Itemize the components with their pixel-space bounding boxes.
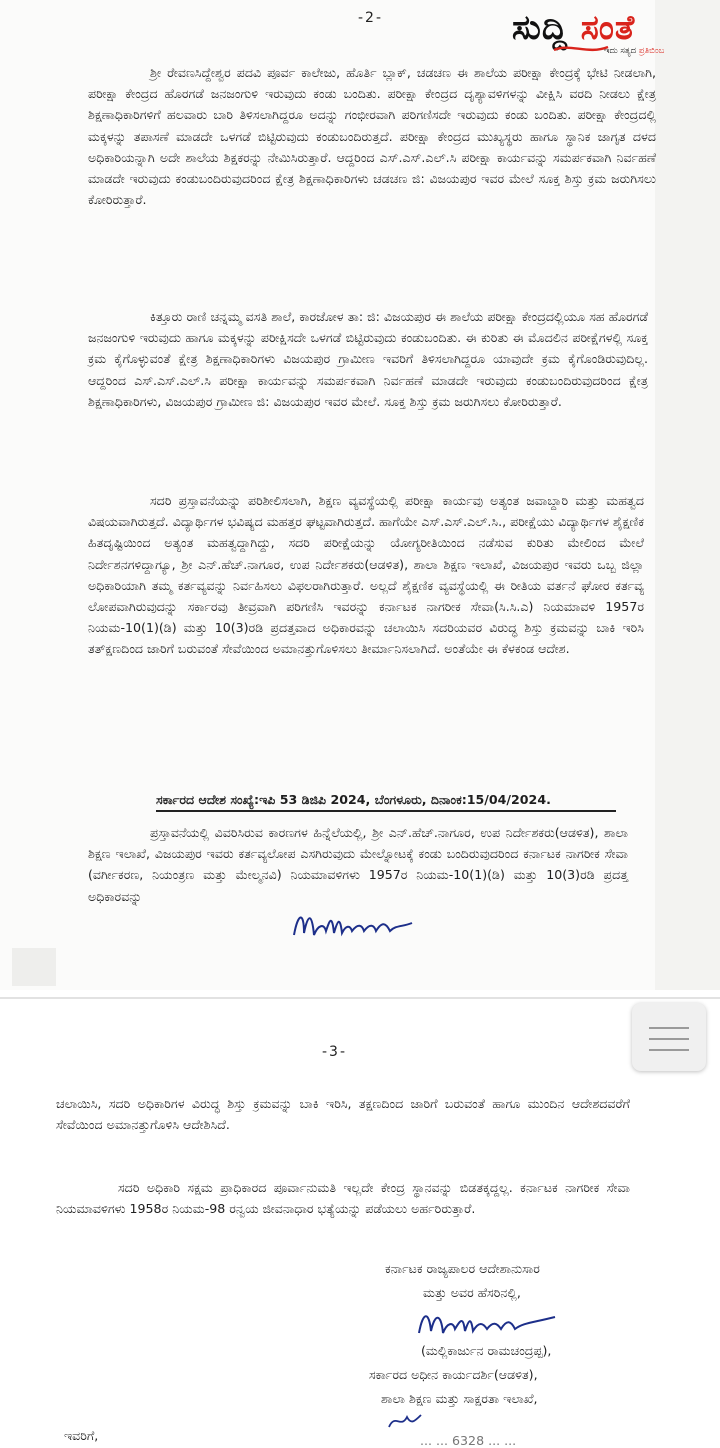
paragraph-subsistence-allowance: ಸದರಿ ಅಧಿಕಾರಿ ಸಕ್ಷಮ ಪ್ರಾಧಿಕಾರದ ಪೂರ್ವಾನುಮತಿ ಇಲ್ಲದೇ ಕೇಂದ್ರ ಸ್ಥಾನವನ್ನು ಬಿಡತಕ್ಕದ್ದಲ್ಲ. ಕರ್ನಾಟಕ ನಾಗರೀಕ ಸೇವಾ ನಿಯಮಾವಳಿಗಳು 1958ರ ನಿಯಮ-98 ರನ್ವಯ ಜೀವನಾಧಾರ ಭತ್ಯೆಯನ್ನು ಪಡೆಯಲು ಅರ್ಹರಿರುತ್ತಾರೆ. [56,1180,630,1217]
signature-block [355,1257,655,1433]
logo-tagline: ಇದು ಸತ್ಯದ ಪ್ರತಿಬಿಂಬ [604,46,665,56]
cut-off-text: ... ... 6328 ... ... [420,1433,517,1448]
recipient-label: ಇವರಿಗೆ, [64,1428,99,1443]
initial-mark [385,1411,425,1433]
logo-swoosh-icon [552,44,610,54]
paragraph-horti-college: ಶ್ರೀ ರೇವಣಸಿದ್ದೇಶ್ವರ ಪದವಿ ಪೂರ್ವ ಕಾಲೇಜು, ಹೊರ್ತಿ ಬ್ಲಾಕ್, ಚಡಚಣ ಈ ಶಾಲೆಯ ಪರೀಕ್ಷಾ ಕೇಂದ್ರಕ್ಕೆ ಭೇಟಿ ನೀಡಲಾಗಿ, ಪರೀಕ್ಷಾ ಕೇಂದ್ರದ ಹೊರಗಡೆ ಜನಜಂಗುಳಿ ಇರುವುದು ಕಂಡು ಬಂದಿತು. ಪರೀಕ್ಷಾ ಕೇಂದ್ರದ ದೃಶ್ಯಾವಳಿಗಳನ್ನು ವೀಕ್ಷಿಸಿ ವರದಿ ನೀಡಲು ಕ್ಷೇತ್ರ ಶಿಕ್ಷಣಾಧಿಕಾರಿಗಳಿಗೆ ಹಲವಾರು ಬಾರಿ ತಿಳಿಸಲಾಗಿದ್ದರೂ ಅದನ್ನು ಗಂಭೀರವಾಗಿ ಪರಿಗಣಿಸದೇ ಇರುವುದು ಕಂಡು ಬಂದಿತು. ಪರೀಕ್ಷಾ ಕೇಂದ್ರದಲ್ಲಿ ಮಕ್ಕಳನ್ನು ತಪಾಸಣೆ ಮಾಡದೇ ಒಳಗಡೆ ಬಿಟ್ಟಿರುವುದು ಕಂಡುಬಂದಿರುತ್ತದೆ. ಪರೀಕ್ಷಾ ಕೇಂದ್ರದ ಮುಖ್ಯಸ್ಥರು ಹಾಗೂ ಸ್ಥಾನಿಕ ಜಾಗೃತ ದಳದ ಅಧಿಕಾರಿಯನ್ನಾಗಿ ಅದೇ ಶಾಲೆಯ ಶಿಕ್ಷಕರನ್ನು ನೇಮಿಸಿರುತ್ತಾರೆ. ಆದ್ದರಿಂದ ಎಸ್.ಎಸ್.ಎಲ್.ಸಿ ಪರೀಕ್ಷಾ ಕಾರ್ಯವನ್ನು ಸಮರ್ಪಕವಾಗಿ ನಿರ್ವಹಣೆ ಮಾಡದೇ ಇರುವುದು ಕಂಡುಬಂದಿರುವುದರಿಂದ ಕ್ಷೇತ್ರ ಶಿಕ್ಷಣಾಧಿಕಾರಿಗಳು ಚಡಚಣ ಜಿ: ವಿಜಯಪುರ ಇವರ ಮೇಲೆ ಸೂಕ್ತ ಶಿಸ್ತು ಕ್ರಮ ಜರುಗಿಸಲು ಕೋರಿರುತ್ತಾರೆ. [88,65,656,208]
logo-title: ಸುದ್ದಿ ಸಂತೆ [512,8,636,48]
paragraph-proposal-review: ಸದರಿ ಪ್ರಸ್ತಾವನೆಯನ್ನು ಪರಿಶೀಲಿಸಲಾಗಿ, ಶಿಕ್ಷಣ ವ್ಯವಸ್ಥೆಯಲ್ಲಿ ಪರೀಕ್ಷಾ ಕಾರ್ಯವು ಅತ್ಯಂತ ಜವಾಬ್ದಾರಿ ಮತ್ತು ಮಹತ್ವದ ವಿಷಯವಾಗಿರುತ್ತದೆ. ವಿದ್ಯಾರ್ಥಿಗಳ ಭವಿಷ್ಯದ ಮಹತ್ತರ ಘಟ್ಟವಾಗಿರುತ್ತದೆ. ಹಾಗೆಯೇ ಎಸ್.ಎಸ್.ಎಲ್.ಸಿ., ಪರೀಕ್ಷೆಯು ವಿದ್ಯಾರ್ಥಿಗಳ ಶೈಕ್ಷಣಿಕ ಹಿತದೃಷ್ಟಿಯಿಂದ ಅತ್ಯಂತ ಮಹತ್ವದ್ದಾಗಿದ್ದು, ಸದರಿ ಪರೀಕ್ಷೆಯನ್ನು ಯೋಗ್ಯರೀತಿಯಿಂದ ನಡೆಸುವ ಕುರಿತು ಮೇಲಿಂದ ಮೇಲೆ ನಿರ್ದೇಶನಗಳಿದ್ದಾಗ್ಯೂ, ಶ್ರೀ ಎನ್.ಹೆಚ್.ನಾಗೂರ, ಉಪ ನಿರ್ದೇಶಕರು(ಆಡಳಿತ), ಶಾಲಾ ಶಿಕ್ಷಣ ಇಲಾಖೆ, ವಿಜಯಪುರ ಇವರು ಒಬ್ಬ ಜಿಲ್ಲಾ ಅಧಿಕಾರಿಯಾಗಿ ತಮ್ಮ ಕರ್ತವ್ಯವನ್ನು ನಿರ್ವಹಿಸಲು ವಿಫಲರಾಗಿರುತ್ತಾರೆ. ಅಲ್ಲದೆ ಶೈಕ್ಷಣಿಕ ವ್ಯವಸ್ಥೆಯಲ್ಲಿ ಈ ರೀತಿಯ ವರ್ತನೆ ಘೋರ ಕರ್ತವ್ಯ ಲೋಪವಾಗಿರುವುದನ್ನು ಸರ್ಕಾರವು ತೀವ್ರವಾಗಿ ಪರಿಗಣಿಸಿ ಇವರನ್ನು ಕರ್ನಾಟಕ ನಾಗರೀಕ ಸೇವಾ(ಸಿ.ಸಿ.ಎ) ನಿಯಮಾವಳಿ 1957ರ ನಿಯಮ-10(1)(ಡಿ) ಮತ್ತು 10(3)ರಡಿ ಪ್ರದತ್ತವಾದ ಅಧಿಕಾರವನ್ನು ಚಲಾಯಿಸಿ ಸದರಿಯವರ ವಿರುದ್ಧ ಶಿಸ್ತು ಕ್ರಮವನ್ನು ಬಾಕಿ ಇರಿಸಿ ತತ್‌ಕ್ಷಣದಿಂದ ಜಾರಿಗೆ ಬರುವಂತೆ ಸೇವೆಯಿಂದ ಅಮಾನತ್ತುಗೊಳಿಸಲು ತೀರ್ಮಾನಿಸಲಾಗಿದೆ. ಅಂತೆಯೇ ಈ ಕೆಳಕಂಡ ಆದೇಶ. [88,493,644,657]
signatory-designation: ಸರ್ಕಾರದ ಅಧೀನ ಕಾರ್ಯದರ್ಶಿ(ಆಡಳಿತ), [369,1367,538,1382]
government-order-heading: ಸರ್ಕಾರದ ಆದೇಶ ಸಂಖ್ಯೆ:ಇಪಿ 53 ಡಿಜಿಪಿ 2024, ಬೆಂಗಳೂರು, ದಿನಾಂಕ:15/04/2024. [156,792,616,812]
menu-icon-bar [649,1027,689,1029]
paragraph-kittur-school: ಕಿತ್ತೂರು ರಾಣಿ ಚನ್ನಮ್ಮ ವಸತಿ ಶಾಲೆ, ಕಾರಜೋಳ ತಾ: ಜಿ: ವಿಜಯಪುರ ಈ ಶಾಲೆಯ ಪರೀಕ್ಷಾ ಕೇಂದ್ರದಲ್ಲಿಯೂ ಸಹ ಹೊರಗಡೆ ಜನಜಂಗುಳಿ ಇರುವುದು ಹಾಗೂ ಮಕ್ಕಳನ್ನು ಪರೀಕ್ಷಿಸದೇ ಒಳಗಡೆ ಬಿಟ್ಟಿರುವುದು ಕಂಡುಬಂದಿತು. ಈ ಕುರಿತು ಈ ಮೊದಲಿನ ಪರೀಕ್ಷೆಗಳಲ್ಲಿ ಸೂಕ್ತ ಕ್ರಮ ಕೈಗೊಳ್ಳುವಂತೆ ಕ್ಷೇತ್ರ ಶಿಕ್ಷಣಾಧಿಕಾರಿಗಳು ವಿಜಯಪುರ ಗ್ರಾಮೀಣ ಇವರಿಗೆ ತಿಳಿಸಲಾಗಿದ್ದರೂ ಯಾವುದೇ ಕ್ರಮ ಕೈಗೊಂಡಿರುವುದಿಲ್ಲ. ಆದ್ದರಿಂದ ಎಸ್.ಎಸ್.ಎಲ್.ಸಿ ಪರೀಕ್ಷಾ ಕಾರ್ಯವನ್ನು ಸಮರ್ಪಕವಾಗಿ ನಿರ್ವಹಣೆ ಮಾಡದೇ ಇರುವುದು ಕಂಡುಬಂದಿರುವುದರಿಂದ ಕ್ಷೇತ್ರ ಶಿಕ್ಷಣಾಧಿಕಾರಿಗಳು, ವಿಜಯಪುರ ಗ್ರಾಮೀಣ ಜಿ: ವಿಜಯಪುರ ಇವರ ಮೇಲೆ. ಸೂಕ್ತ ಶಿಸ್ತು ಕ್ರಮ ಜರುಗಿಸಲು ಕೋರಿರುತ್ತಾರೆ. [88,309,648,409]
signatory-department: ಶಾಲಾ ಶಿಕ್ಷಣ ಮತ್ತು ಸಾಕ್ಷರತಾ ಇಲಾಖೆ, [381,1391,538,1406]
page-separator [0,997,720,999]
menu-button[interactable] [632,1003,706,1071]
signature [415,1307,565,1339]
signatory-name: (ಮಲ್ಲಿಕಾರ್ಜುನ ರಾಮಚಂದ್ರಪ್ಪ), [421,1343,552,1358]
page-edge-shadow [655,0,720,990]
page-gap [0,990,720,1002]
page-number: -2- [358,10,384,26]
signature-initial [290,905,420,947]
paragraph-order-body: ಪ್ರಸ್ತಾವನೆಯಲ್ಲಿ ವಿವರಿಸಿರುವ ಕಾರಣಗಳ ಹಿನ್ನೆಲೆಯಲ್ಲಿ, ಶ್ರೀ ಎನ್.ಹೆಚ್.ನಾಗೂರ, ಉಪ ನಿರ್ದೇಶಕರು(ಆಡಳಿತ), ಶಾಲಾ ಶಿಕ್ಷಣ ಇಲಾಖೆ, ವಿಜಯಪುರ ಇವರು ಕರ್ತವ್ಯಲೋಪ ಎಸಗಿರುವುದು ಮೇಲ್ನೋಟಕ್ಕೆ ಕಂಡು ಬಂದಿರುವುದರಿಂದ ಕರ್ನಾಟಕ ನಾಗರೀಕ ಸೇವಾ (ವರ್ಗೀಕರಣ, ನಿಯಂತ್ರಣ ಮತ್ತು ಮೇಲ್ಮನವಿ) ನಿಯಮಾವಳಿಗಳು 1957ರ ನಿಯಮ-10(1)(ಡಿ) ಮತ್ತು 10(3)ರಡಿ ಪ್ರದತ್ತ ಅಧಿಕಾರವನ್ನು [88,825,628,904]
sudhi-santhe-logo [512,8,712,56]
paragraph-suspension-order: ಚಲಾಯಿಸಿ, ಸದರಿ ಅಧಿಕಾರಿಗಳ ವಿರುದ್ಧ ಶಿಸ್ತು ಕ್ರಮವನ್ನು ಬಾಕಿ ಇರಿಸಿ, ತಕ್ಷಣದಿಂದ ಜಾರಿಗೆ ಬರುವಂತೆ ಹಾಗೂ ಮುಂದಿನ ಆದೇಶದವರೆಗೆ ಸೇವೆಯಿಂದ ಅಮಾನತ್ತುಗೊಳಿಸಿ ಆದೇಶಿಸಿದೆ. [56,1096,630,1133]
sign-line-name-of: ಮತ್ತು ಅವರ ಹೆಸರಿನಲ್ಲಿ, [423,1285,521,1300]
page-number: -3- [322,1044,348,1060]
menu-icon-bar [649,1049,689,1051]
menu-icon-bar [649,1038,689,1040]
scan-artifact [12,948,56,986]
sign-line-governor: ಕರ್ನಾಟಕ ರಾಜ್ಯಪಾಲರ ಆದೇಶಾನುಸಾರ [385,1261,540,1276]
